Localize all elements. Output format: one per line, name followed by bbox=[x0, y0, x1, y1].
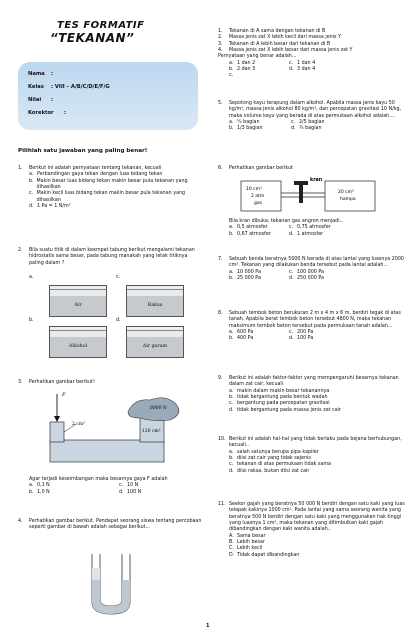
option-letter: a. bbox=[229, 449, 234, 455]
question-6 bbox=[218, 166, 408, 172]
question-number: 10. bbox=[218, 437, 226, 442]
question-number: 5. bbox=[218, 101, 223, 106]
option-letter: c. bbox=[289, 60, 294, 66]
option-letter: a. bbox=[229, 388, 234, 394]
option-text: 200 Pa bbox=[297, 329, 314, 335]
force-label: F bbox=[62, 392, 66, 398]
tube-salt-water bbox=[126, 326, 184, 358]
u-tube-figure bbox=[86, 550, 136, 618]
question-3 bbox=[18, 380, 203, 386]
option-text: Sama besar bbox=[237, 533, 266, 539]
option-text: 1 atmosfer bbox=[297, 231, 324, 237]
option-text: tekanan di atas permukaan tidak sama bbox=[237, 462, 331, 468]
identity-key: Nilai bbox=[28, 97, 42, 103]
option-letter: D. bbox=[229, 552, 235, 558]
option-text: 1/3 bagian bbox=[237, 126, 263, 132]
option-text: tidak bergantung pada massa jenis zat cair bbox=[237, 407, 341, 413]
option-text: Tidak dapat dibandingkan bbox=[237, 552, 300, 558]
tube-alcohol bbox=[49, 326, 107, 358]
question-number: 1. bbox=[18, 166, 23, 171]
option-text: 0,1 N bbox=[37, 483, 50, 489]
question-8 bbox=[218, 311, 408, 343]
option-text: 25 000 Pa bbox=[237, 275, 261, 281]
identity-row-name bbox=[28, 71, 198, 84]
tube-label: Alkohol bbox=[68, 344, 88, 349]
identity-value: : bbox=[51, 71, 54, 77]
option-letter: d. bbox=[291, 126, 296, 132]
question-number: 2. bbox=[18, 248, 23, 253]
statement-text: Tekanan di A sama dengan tekanan di B bbox=[229, 29, 326, 34]
question-3-answer bbox=[18, 477, 203, 496]
option-text: 600 Pa bbox=[237, 329, 254, 335]
option-letter: b. bbox=[29, 489, 34, 495]
question-text: Perhatikan gambar berikut! bbox=[29, 380, 95, 385]
question-2 bbox=[18, 248, 203, 267]
identity-value: : bbox=[64, 110, 67, 116]
question-5 bbox=[218, 101, 408, 133]
option bbox=[229, 408, 408, 414]
right-content-label: hampa bbox=[340, 197, 356, 202]
question-text: Sebuah benda beratnya 5000 N berada di atas lantai yang luasnya 2000 cm². Tekanan yang dilakukan benda tersebut pada lantai adalah... bbox=[229, 257, 404, 269]
question-text: Seekor gajah yang beratnya 50 000 N berdiri dengan satu kaki yang luas telapak kakinya 1000 cm². Pada lantai yang sama seorang wanita yang beratnya 500 N berdiri dengan satu kaki yang menggunakan hak tinggi yang luasnya 1 cm², maka tekanan yang ditimbulkan kaki gajah dibandingkan dengan kaki wanita adalah.. bbox=[229, 502, 405, 533]
question-9 bbox=[218, 376, 408, 414]
statement-number: 3. bbox=[218, 41, 223, 47]
tube-mercury bbox=[126, 285, 184, 317]
option-letter: b. bbox=[229, 275, 234, 281]
option-text: diisi zat cair yang tidak sejenis bbox=[237, 455, 311, 461]
option-text: 100 N bbox=[127, 489, 142, 495]
option bbox=[29, 490, 119, 496]
option-text: 1 dan 4 bbox=[297, 60, 316, 66]
option-letter: d. bbox=[289, 66, 294, 72]
option bbox=[229, 553, 408, 559]
question-text: Pernyataan yang benar adalah... bbox=[218, 54, 297, 60]
question-text: Sepotong kayu terapung dalam alkohol. Apabila massa jenis kayu 50 kg/m³, massa jenis alkohol 80 kg/m³, dan percepatan gravitasi 10 N/kg, maka volume kayu yang berada di atas permukaan alkohol adalah.... bbox=[229, 101, 402, 119]
option bbox=[229, 469, 408, 475]
question-number: 8. bbox=[218, 311, 223, 316]
option-text: 3 dan 4 bbox=[297, 66, 316, 72]
option-letter: c. bbox=[116, 275, 121, 280]
option-text: Lebih besar bbox=[237, 539, 265, 545]
statement-number: 1. bbox=[218, 29, 223, 34]
right-volume-label: 20 cm³ bbox=[338, 190, 354, 195]
option-letter: a. bbox=[29, 483, 34, 489]
question-4-statements bbox=[218, 29, 408, 80]
option-letter: a. bbox=[229, 119, 234, 125]
option-text: Perbandingan gaya tekan dengan luas bidang tekan bbox=[37, 172, 163, 178]
question-text: Berikut ini adalah pernyataan tentang tekanan, kecuali bbox=[29, 166, 162, 171]
option bbox=[289, 232, 359, 238]
question-number: 4. bbox=[18, 519, 23, 524]
option-letter: d. bbox=[289, 275, 294, 281]
stray-option: c. bbox=[229, 73, 234, 79]
option bbox=[119, 490, 189, 496]
option bbox=[291, 126, 353, 132]
option-letter: c. bbox=[289, 225, 294, 231]
question-6-answer bbox=[218, 219, 408, 238]
option-letter: c. bbox=[289, 329, 294, 335]
load-label: 6000 N bbox=[150, 406, 167, 411]
statement-text: Massa jenis zat X lebih kecil dari massa jenis Y bbox=[229, 35, 342, 41]
statement-text: Massa jenis zat X lebih besar dari massa jenis zat Y bbox=[229, 47, 353, 53]
option-letter: d. bbox=[119, 489, 124, 495]
option bbox=[289, 336, 349, 342]
question-7 bbox=[218, 257, 408, 282]
option-letter: d. bbox=[289, 231, 294, 237]
option bbox=[29, 179, 203, 192]
option-letter: a. bbox=[29, 275, 34, 280]
option bbox=[289, 67, 349, 73]
question-1 bbox=[18, 166, 203, 210]
option-letter: a. bbox=[29, 172, 34, 178]
option-text: ¾ bagian bbox=[299, 126, 322, 132]
question-number: 11. bbox=[218, 502, 226, 507]
option-text: Makin kecil luas bidang tekan makin besar pula tekanan yang dihasilkan bbox=[36, 191, 186, 203]
identity-row-corrector bbox=[28, 110, 198, 123]
question-10 bbox=[218, 437, 408, 475]
question-text: Sebuah tembok beton berukuran 2 m x 4 m x 6 m, berdiri tegak di atas tanah. Apabila berat tembok beton tersebut 4800 N, maka tekanan maksimum tembok beton tersebut pada permukaan tanah adalah... bbox=[229, 311, 401, 329]
option-letter: d. bbox=[229, 468, 234, 474]
option-text: makin dalam makin besar tekanannya bbox=[237, 388, 330, 394]
option-text: 100 000 Pa bbox=[297, 269, 324, 275]
tube-label: Raksa bbox=[147, 303, 163, 308]
option-letter: b. bbox=[29, 318, 34, 323]
option-text: 100 Pa bbox=[297, 336, 314, 342]
question-text: Agar terjadi keseimbangan maka besarnya gaya F adalah bbox=[29, 477, 168, 482]
option-text: tidak bergantung pada bentuk wadah bbox=[237, 394, 328, 400]
option bbox=[229, 276, 289, 282]
tube-label: Air garam bbox=[142, 344, 168, 349]
option-text: 2 dan 3 bbox=[237, 66, 256, 72]
option bbox=[289, 276, 359, 282]
title-line-1: TES FORMATIF bbox=[57, 20, 145, 31]
question-number: 9. bbox=[218, 376, 223, 381]
option-letter: d. bbox=[229, 407, 234, 413]
option-letter: b. bbox=[29, 178, 34, 184]
option bbox=[229, 126, 291, 132]
identity-key: Korektor bbox=[28, 110, 54, 116]
small-area-label: 2 cm² bbox=[72, 422, 85, 427]
option-text: 0,5 atmosfer bbox=[237, 225, 268, 231]
option-text: 1 dan 2 bbox=[237, 60, 256, 66]
option-letter: c. bbox=[119, 483, 124, 489]
option-letter: d. bbox=[29, 203, 34, 209]
identity-row-score bbox=[28, 97, 198, 110]
option-text: 250 000 Pa bbox=[297, 275, 324, 281]
statement-number: 2. bbox=[218, 35, 223, 41]
option-text: Makin besar luas bidang tekan makin besar pula tekanan yang dihasilkan bbox=[36, 178, 188, 190]
tube-water bbox=[49, 285, 107, 317]
question-text: Bila kran dibuka, tekanan gas angron menjadi.. bbox=[229, 219, 343, 224]
option-letter: c. bbox=[29, 191, 34, 197]
question-11 bbox=[218, 502, 408, 559]
option-letter: a. bbox=[229, 225, 234, 231]
question-text: Bila suatu titik di dalam keempat tabung berikut mengalami tekanan hidrostatis sama besar, pada tabung manakah yang letak titiknya paling dalam ? bbox=[29, 248, 195, 266]
option-letter: b. bbox=[229, 394, 234, 400]
option-text: diisi raksa, bukan diisi zat cair bbox=[237, 468, 310, 474]
option-text: 0,75 atmosfer bbox=[297, 225, 331, 231]
left-pressure-label: 2 atm bbox=[251, 194, 265, 199]
option bbox=[29, 191, 203, 204]
option-letter: b. bbox=[229, 66, 234, 72]
option-letter: c. bbox=[291, 119, 296, 125]
option-letter: b. bbox=[229, 231, 234, 237]
option-text: ¼ bagian bbox=[237, 119, 260, 125]
left-volume-label: 10 cm³ bbox=[246, 187, 262, 192]
question-number: 7. bbox=[218, 257, 223, 262]
identity-value: : bbox=[51, 97, 54, 103]
option bbox=[229, 336, 289, 342]
hydraulic-press-figure bbox=[42, 392, 192, 470]
valve-label: kran bbox=[310, 178, 323, 183]
option-letter: d. bbox=[289, 336, 294, 342]
option bbox=[29, 204, 203, 210]
question-text: Berikut ini adalah hal-hal yang tidak berlaku pada bejana berhubungan, kecuali.. bbox=[229, 437, 402, 449]
statement-text: Tekanan di A lebih besar dari tekanan di B bbox=[229, 41, 331, 47]
identity-key: Kelas bbox=[28, 84, 44, 90]
left-content-label: gas bbox=[254, 201, 262, 206]
question-text: Perhatikan gambar berikut bbox=[229, 166, 293, 171]
option-letter: c. bbox=[229, 462, 234, 468]
option-letter: C. bbox=[229, 546, 234, 552]
identity-box bbox=[18, 62, 198, 130]
identity-value: : VIII – A/B/C/D/E/F/G bbox=[51, 84, 110, 90]
option-text: 1 Pa = 1 N/m² bbox=[37, 203, 71, 209]
option-letter: A. bbox=[229, 533, 234, 539]
question-number: 3. bbox=[18, 380, 23, 385]
option-text: Lebih kecil bbox=[237, 546, 263, 552]
option-letter: c. bbox=[289, 269, 294, 275]
tube-label: Air bbox=[74, 303, 82, 308]
gas-vessels-figure bbox=[240, 175, 380, 215]
big-area-label: 120 cm² bbox=[142, 429, 161, 434]
option-text: bergantung pada percepatan gravitasi bbox=[237, 401, 330, 407]
option-letter: c. bbox=[229, 401, 234, 407]
option-text: 2/5 bagian bbox=[299, 119, 325, 125]
identity-row-class bbox=[28, 84, 198, 97]
page-number: 1 bbox=[206, 623, 210, 629]
identity-key: Nama bbox=[28, 71, 45, 77]
option-letter: B. bbox=[229, 539, 234, 545]
question-4 bbox=[18, 519, 203, 532]
option bbox=[229, 232, 289, 238]
instruction: Pilihlah satu jawaban yang paling benar! bbox=[18, 148, 148, 154]
option-letter: a. bbox=[229, 269, 234, 275]
title-line-2: “TEKANAN” bbox=[50, 31, 135, 45]
option-letter: d. bbox=[116, 318, 121, 323]
option-text: 10 000 Pa bbox=[237, 269, 261, 275]
option-letter: b. bbox=[229, 336, 234, 342]
option-text: 0,67 atmosfer bbox=[237, 231, 271, 237]
option-letter: b. bbox=[229, 126, 234, 132]
question-text: Perhatikan gambar berikut. Pendapat seorang siswa tentang percobaan seperti gambar di bawah adalah sebagai berikut... bbox=[29, 519, 202, 531]
statement-number: 4. bbox=[218, 47, 223, 53]
question-number: 6. bbox=[218, 166, 223, 171]
option-letter: a. bbox=[229, 329, 234, 335]
option-letter: a. bbox=[229, 60, 234, 66]
question-text: Berikut ini adalah faktor-faktor yang mempengaruhi besarnya tekanan dalam zat cair, kecuali bbox=[229, 376, 399, 388]
option-letter: b. bbox=[229, 455, 234, 461]
option-text: 10 N bbox=[127, 483, 139, 489]
option-text: 1,0 N bbox=[37, 489, 50, 495]
option-text: 400 Pa bbox=[237, 336, 254, 342]
option bbox=[229, 67, 289, 73]
option-text: salah satunya berupa pipa kapiler bbox=[237, 449, 319, 455]
